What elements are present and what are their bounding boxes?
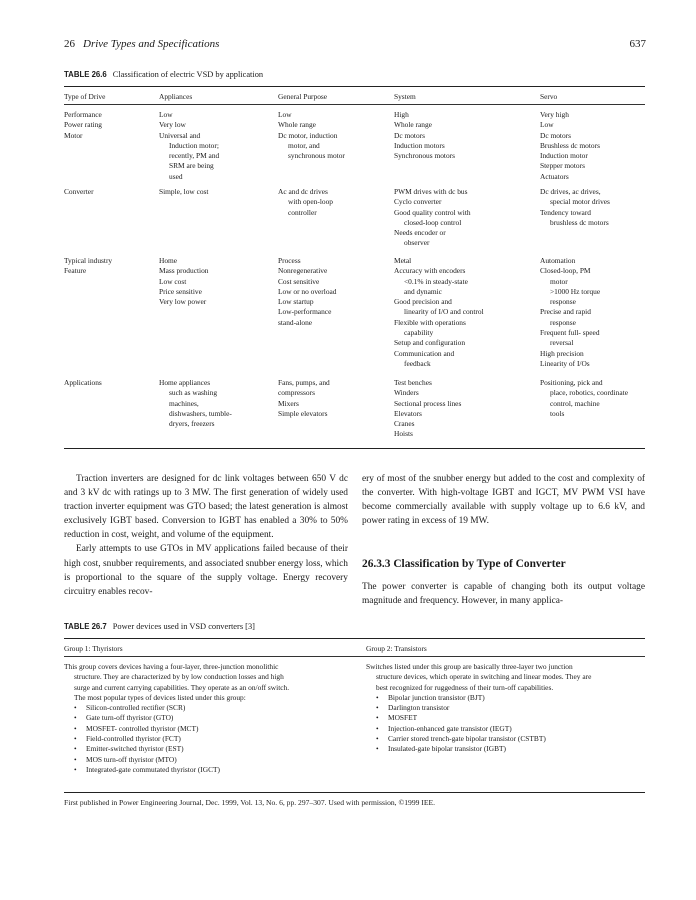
- cell-line: Sectional process lines: [394, 398, 462, 408]
- cell-line: Very low: [159, 120, 186, 130]
- cell-line: Induction motor;: [169, 140, 219, 150]
- table-cell: [64, 378, 158, 388]
- cell-line: Applications: [64, 378, 102, 387]
- body-left-column: [64, 472, 348, 599]
- table-cell: [278, 110, 393, 161]
- table-header-rule: [64, 656, 645, 657]
- cell-line: Flexible with operations: [394, 317, 466, 327]
- cell-line: control, machine: [550, 398, 600, 408]
- table-cell: [159, 256, 277, 307]
- cell-line: dryers, freezers: [169, 419, 215, 429]
- device-list-item: • Bipolar junction transistor (BJT): [366, 693, 646, 703]
- cell-line: compressors: [278, 388, 315, 398]
- table-cell: [540, 187, 647, 228]
- cell-line: Low startup: [278, 297, 314, 307]
- cell-line: Cranes: [394, 419, 415, 429]
- cell-line: motor: [550, 276, 568, 286]
- device-list-item: • MOSFET: [366, 713, 646, 723]
- group-2-header: Group 2: Transistors: [366, 644, 427, 653]
- cell-line: Communication and: [394, 348, 455, 358]
- body-paragraph: ery of most of the snubber energy but added to the cost and complexity of the converter. With high-voltage IGBT and IGCT, MV PWM VSI have become commercially available with supply voltage up to 6.6 kV, and power rating in excess of 19 MW.: [362, 474, 645, 527]
- cell-line: Closed-loop, PM: [540, 266, 591, 276]
- cell-line: Needs encoder or: [394, 228, 446, 238]
- cell-line: PWM drives with dc bus: [394, 187, 468, 196]
- cell-line: such as washing: [169, 388, 218, 398]
- table-cell: [540, 378, 647, 419]
- cell-line: Very high: [540, 110, 569, 119]
- cell-line: High precision: [540, 348, 584, 358]
- cell-line: Home appliances: [159, 378, 211, 387]
- column-header: System: [394, 92, 416, 101]
- cell-line: Good quality control with: [394, 207, 471, 217]
- cell-line: place, robotics, coordinate: [550, 388, 628, 398]
- cell-line: reversal: [550, 338, 574, 348]
- device-list-item: • Gate turn-off thyristor (GTO): [64, 713, 360, 723]
- cell-line: stand-alone: [278, 317, 313, 327]
- cell-line: brushless dc motors: [550, 217, 609, 227]
- cell-line: motor, and: [288, 140, 320, 150]
- cell-line: Low cost: [159, 276, 187, 286]
- body-paragraph: The power converter is capable of changing both its output voltage magnitude and frequency. However, in many applica-: [362, 582, 645, 607]
- table-cell: [64, 110, 158, 141]
- cell-line: response: [550, 317, 576, 327]
- cell-line: Low or no overload: [278, 286, 337, 296]
- device-list-item: • Silicon-controlled rectifier (SCR): [64, 703, 360, 713]
- device-list-item: • Emitter-switched thyristor (EST): [64, 744, 360, 754]
- cell-line: linearity of I/O and control: [404, 307, 484, 317]
- cell-line: special motor drives: [550, 197, 610, 207]
- table-cell: [278, 256, 393, 328]
- cell-line: Motor: [64, 130, 83, 140]
- table-cell: [394, 378, 540, 440]
- page-number-left: 26: [64, 38, 75, 50]
- table-26-7-caption: [64, 622, 255, 631]
- table-label: TABLE 26.6: [64, 70, 107, 79]
- cell-line: Elevators: [394, 408, 422, 418]
- table-cell: [159, 110, 277, 182]
- group-2-content: [366, 662, 646, 755]
- cell-line: Test benches: [394, 378, 432, 387]
- cell-line: Cyclo converter: [394, 197, 442, 207]
- table-footnote: First published in Power Engineering Journal, Dec. 1999, Vol. 13, No. 6, pp. 297–307. Used with permission, ©1999 IEE.: [64, 798, 436, 807]
- column-header: Appliances: [159, 92, 193, 101]
- cell-line: <0.1% in steady-state: [404, 276, 468, 286]
- table-caption: Power devices used in VSD converters [3]: [112, 622, 255, 631]
- cell-line: Brushless dc motors: [540, 140, 600, 150]
- table-bottom-rule: [64, 792, 645, 793]
- cell-line: Fans, pumps, and: [278, 378, 330, 387]
- section-heading: 26.3.3 Classification by Type of Converter: [362, 558, 566, 570]
- cell-line: Low: [540, 120, 554, 130]
- cell-line: Low-performance: [278, 307, 332, 317]
- cell-line: Whole range: [278, 120, 316, 130]
- table-cell: [64, 256, 158, 277]
- cell-line: Low: [278, 110, 292, 119]
- cell-line: Dc motor, induction: [278, 130, 338, 140]
- cell-line: Induction motor: [540, 151, 588, 161]
- device-list-item: • Field-controlled thyristor (FCT): [64, 734, 360, 744]
- cell-line: Dc drives, ac drives,: [540, 187, 601, 196]
- group-description-line: structure devices, which operate in switching and linear modes. They are: [376, 672, 592, 682]
- cell-line: synchronous motor: [288, 151, 345, 161]
- device-list-item: • Carrier stored trench-gate bipolar transistor (CSTBT): [366, 734, 646, 744]
- table-top-rule: [64, 638, 645, 639]
- cell-line: and dynamic: [404, 286, 442, 296]
- cell-line: closed-loop control: [404, 217, 462, 227]
- body-right-column: [362, 472, 645, 528]
- table-top-rule: [64, 86, 645, 87]
- page-number-right: 637: [629, 38, 646, 50]
- cell-line: Process: [278, 256, 301, 265]
- table-cell: [394, 256, 540, 369]
- device-list-item: • Injection-enhanced gate transistor (IEGT): [366, 724, 646, 734]
- column-header: Type of Drive: [64, 92, 106, 101]
- cell-line: Feature: [64, 266, 87, 276]
- group-1-header: Group 1: Thyristors: [64, 644, 123, 653]
- table-cell: [159, 187, 277, 197]
- cell-line: tools: [550, 408, 565, 418]
- cell-line: Dc motors: [540, 130, 571, 140]
- cell-line: Simple elevators: [278, 408, 328, 418]
- cell-line: Performance: [64, 110, 102, 119]
- table-cell: [394, 110, 540, 161]
- table-cell: [278, 378, 393, 419]
- cell-line: Tendency toward: [540, 207, 591, 217]
- cell-line: Mixers: [278, 398, 299, 408]
- column-header: Servo: [540, 92, 558, 101]
- body-right-column-continued: [362, 580, 645, 608]
- cell-line: controller: [288, 207, 317, 217]
- table-26-6-caption: [64, 70, 263, 79]
- group-description-line: best recognized for ruggedness of their turn-off capabilities.: [376, 682, 554, 692]
- cell-line: SRM are being: [169, 161, 214, 171]
- device-list-item: • MOS turn-off thyristor (MTO): [64, 755, 360, 765]
- cell-line: Synchronous motors: [394, 151, 455, 161]
- cell-line: >1000 Hz torque: [550, 286, 601, 296]
- cell-line: Winders: [394, 388, 419, 398]
- column-header: General Purpose: [278, 92, 328, 101]
- cell-line: Positioning, pick and: [540, 378, 603, 387]
- cell-line: Whole range: [394, 120, 432, 130]
- group-1-content: [64, 662, 360, 775]
- cell-line: response: [550, 297, 576, 307]
- cell-line: Ac and dc drives: [278, 187, 328, 196]
- device-list-item: • Integrated-gate commutated thyristor (IGCT): [64, 765, 360, 775]
- table-label: TABLE 26.7: [64, 622, 107, 631]
- cell-line: used: [169, 171, 183, 181]
- table-header-rule: [64, 104, 645, 105]
- cell-line: Good precision and: [394, 297, 452, 307]
- body-paragraph: Early attempts to use GTOs in MV applications failed because of their high cost, snubber requirements, and associated snubber energy loss, which is proportional to the square of the supply voltage. Energy recovery circuitry enables recov-: [64, 544, 348, 597]
- cell-line: Nonregenerative: [278, 266, 328, 276]
- table-cell: [540, 256, 647, 369]
- table-caption: Classification of electric VSD by application: [112, 70, 264, 79]
- cell-line: dishwashers, tumble-: [169, 408, 232, 418]
- cell-line: Actuators: [540, 171, 569, 181]
- cell-line: Frequent full- speed: [540, 328, 600, 338]
- cell-line: Hoists: [394, 429, 413, 439]
- cell-line: Power rating: [64, 120, 102, 130]
- cell-line: Typical industry: [64, 256, 113, 265]
- cell-line: Induction motors: [394, 140, 445, 150]
- cell-line: Automation: [540, 256, 576, 265]
- cell-line: Accuracy with encoders: [394, 266, 466, 276]
- cell-line: Cost sensitive: [278, 276, 320, 286]
- group-description-line: structure. They are characterized by by low conduction losses and high: [74, 672, 284, 682]
- cell-line: Setup and configuration: [394, 338, 466, 348]
- cell-line: capability: [404, 328, 434, 338]
- cell-line: Simple, low cost: [159, 187, 209, 196]
- chapter-title: Drive Types and Specifications: [83, 38, 220, 50]
- cell-line: Low: [159, 110, 173, 119]
- cell-line: with open-loop: [288, 197, 333, 207]
- body-paragraph: Traction inverters are designed for dc link voltages between 650 V dc and 3 kV dc with ratings up to 3 MW. The first generation of widely used traction inverter equipment was GTO based; the latest generation is almost exclusively IGBT based. Conversion to IGBT has enabled a 30% to 50% reduction in cost, weight, and volume of the equipment.: [64, 474, 348, 541]
- group-description-line: This group covers devices having a four-layer, three-junction monolithic: [64, 662, 279, 671]
- device-list-item: • Insulated-gate bipolar transistor (IGBT): [366, 744, 646, 754]
- group-description-line: The most popular types of devices listed under this group:: [74, 692, 246, 702]
- group-description-line: Switches listed under this group are basically three-layer two junction: [366, 662, 573, 671]
- table-cell: [159, 378, 277, 429]
- cell-line: feedback: [404, 358, 431, 368]
- cell-line: Converter: [64, 187, 94, 196]
- cell-line: Home: [159, 256, 178, 265]
- cell-line: Linearity of I/Os: [540, 358, 590, 368]
- cell-line: Universal and: [159, 130, 201, 140]
- cell-line: Stepper motors: [540, 161, 585, 171]
- table-cell: [394, 187, 540, 249]
- cell-line: Price sensitive: [159, 286, 202, 296]
- group-description-line: surge and current carrying capabilities. They operate as an on/off switch.: [74, 682, 290, 692]
- table-cell: [64, 187, 158, 197]
- table-bottom-rule: [64, 448, 645, 449]
- device-list-item: • MOSFET- controlled thyristor (MCT): [64, 724, 360, 734]
- cell-line: High: [394, 110, 409, 119]
- running-header: [64, 38, 219, 50]
- cell-line: Very low power: [159, 297, 207, 307]
- cell-line: recently, PM and: [169, 151, 220, 161]
- cell-line: observer: [404, 238, 430, 248]
- cell-line: Mass production: [159, 266, 209, 276]
- table-cell: [540, 110, 647, 182]
- cell-line: Dc motors: [394, 130, 425, 140]
- table-cell: [278, 187, 393, 218]
- device-list-item: • Darlington transistor: [366, 703, 646, 713]
- cell-line: machines,: [169, 398, 199, 408]
- cell-line: Metal: [394, 256, 412, 265]
- cell-line: Precise and rapid: [540, 307, 591, 317]
